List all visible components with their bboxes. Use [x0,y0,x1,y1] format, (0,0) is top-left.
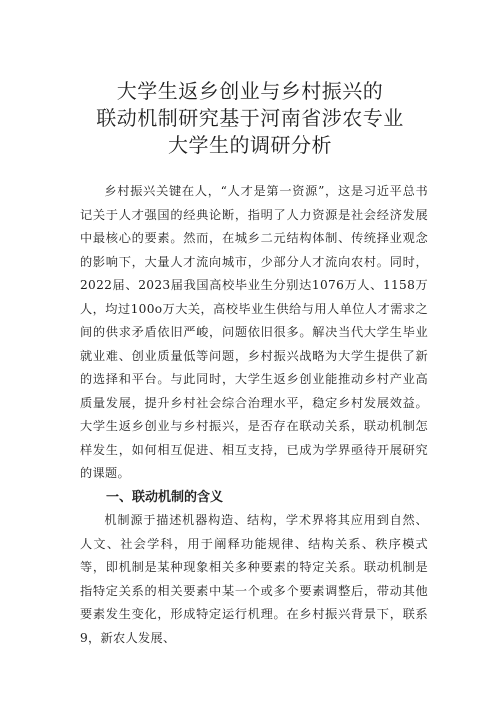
title-line-1: 大学生返乡创业与乡村振兴的 [116,79,384,103]
title-line-3: 大学生的调研分析 [168,133,332,157]
document-title [0,78,500,159]
title-line-2: 联动机制研究基于河南省涉农专业 [96,106,404,130]
section-paragraph: 机制源于描述机器构造、结构，学术界将其应用到自然、人文、社会学科，用于阐释功能规律、结构关系、秩序模式等，即机制是某种现象相关多种要素的特定关系。联动机制是指特定关系的相关要素中某一个或多个要素调整后，带动其他要素发生变化，形成特定运行机理。在乡村振兴背景下，联系9，新农人发展、 [80,513,428,645]
section-heading: 一、联动机制的含义 [106,489,224,505]
intro-paragraph: 乡村振兴关键在人，“人才是第一资源”，这是习近平总书记关于人才强国的经典论断，指明了人力资源是社会经济发展中最核心的要素。然而，在城乡二元结构体制、传统择业观念的影响下，大量人才流向城市，少部分人才流向农村。同时，2022届、2023届我国高校毕业生分别达1076万人、1158万人，均过100o万大关，高校毕业生供给与用人单位人才需求之间的供求矛盾依旧严峻，问题依旧很多。解决当代大学生毕业就业难、创业质量低等问题，乡村振兴战略为大学生提供了新的选择和平台。与此同时，大学生返乡创业能推动乡村产业高质量发展，提升乡村社会综合治理水平，稳定乡村发展效益。大学生返乡创业与乡村振兴，是否存在联动关系，联动机制怎样发生，如何相互促进、相互支持，已成为学界亟待开展研究的课题。 [80,184,428,480]
document-body [80,180,428,650]
